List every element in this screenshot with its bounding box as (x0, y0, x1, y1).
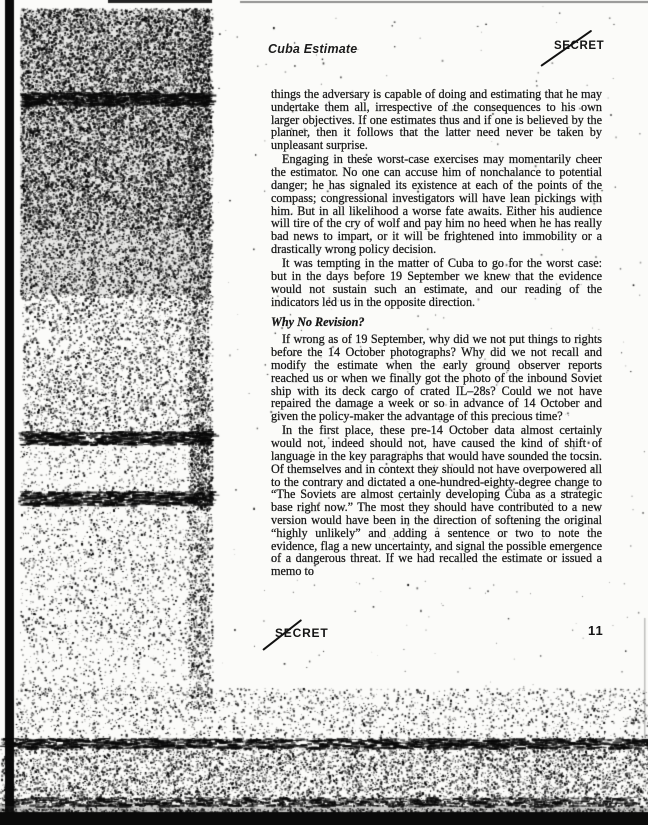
body-paragraph: If wrong as of 19 September, why did we not put things to rights before the 14 October photographs? Why did we not recall and modify the estimate when the early ground observer reports reached us or when we finally got the photo of the inbound Soviet ship with its deck cargo of crated IL–28s? Could we not have repaired the damage a week or so in advance of 14 October and given the policy-maker the advantage of this precious time? (271, 332, 602, 424)
running-title: Cuba Estimate (268, 42, 358, 56)
body-paragraph: In the first place, these pre-14 October data almost certainly would not, indeed should not, have caused the kind of shift of language in the key paragraphs that would have sounded the tocsin. Of themselves and in context they should not have overpowered all to the contrary and dictated a one-hundred-eighty-degree change to “The Soviets are almost certainly developing Cuba as a strategic base right now.” The most they should have contributed to a new version would have been in the direction of softening the original “highly unlikely” and adding a sentence or two to note the evidence, flag a new uncertainty, and signal the possible emergence of a dangerous threat. If we had recalled the estimate or issued a memo to (271, 423, 602, 579)
classification-stamp-bottom: SECRET (275, 626, 329, 640)
body-paragraph: It was tempting in the matter of Cuba to go for the worst case: but in the days before 19 September we knew that the evidence would not sustain such an estimate, and our reading of the indicators led us in the opposite direction. (271, 256, 602, 309)
classification-stamp-top: SECRET (554, 40, 605, 52)
body-paragraph: Engaging in these worst-case exercises may momentarily cheer the estimator. No one can accuse him of nonchalance to potential danger; he has signaled its existence at each of the points of the compass; congressional investigators will have lean pickings with him. But in all likelihood a worse fate awaits. Either his audience will tire of the cry of wolf and pay him no heed when he has really bad news to impart, or it will be frightened into immobility or a drastically wrong policy decision. (271, 152, 602, 257)
section-heading: Why No Revision? (271, 314, 365, 329)
document-body-text (271, 88, 602, 579)
body-paragraph: things the adversary is capable of doing and estimating that he may undertake them all, irrespective of the consequences to his own larger objectives. If one estimates thus and if one is believed by the planner, then it follows that the latter need never be taken by unpleasant surprise. (271, 87, 602, 153)
page-number: 11 (588, 623, 604, 638)
